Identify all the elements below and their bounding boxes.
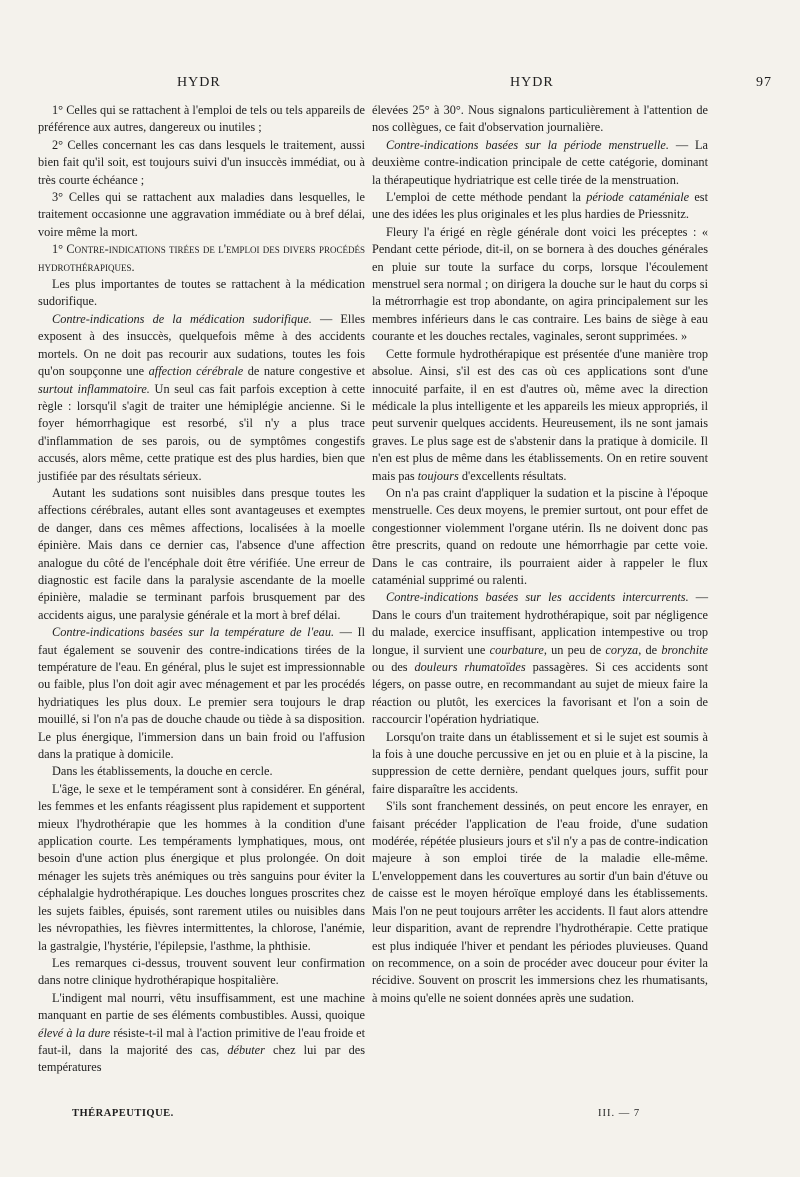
section-heading: 1° Contre-indications tirées de l'emploi des divers procédés hydrothérapiques.	[38, 242, 365, 274]
subsection-title: Contre-indications de la médication sudorifique.	[52, 311, 312, 326]
paragraph: Cette formule hydrothérapique est présentée d'une manière trop absolue. Ainsi, s'il est des cas où ces applications sont d'une innocuité parfaite, il en est d'autres où, même avec la direction médicale la plus intelligente et les appareils les mieux appropriés, il peut survenir quelques accidents. Heureusement, ils ne sont jamais graves. Le plus sage est de s'abstenir dans la pratique à domicile. Il n'en est plus de même dans les établissements. On en retire souvent mais pas toujours d'excellents résultats.	[372, 346, 708, 483]
paragraph: L'indigent mal nourri, vêtu insuffisamment, est une machine manquant en partie de ses éléments combustibles. Aussi, quoique élevé à la dure résiste-t-il mal à l'action primitive de l'eau froide et faut-il, dans la majorité des cas, débuter chez lui par des températures	[38, 990, 365, 1075]
paragraph: Contre-indications de la médication sudorifique. — Elles exposent à des insuccès, quelquefois même à des accidents mortels. On ne doit pas recourir aux sudations, toutes les fois qu'on soupçonne une affection cérébrale de nature congestive et surtout inflammatoire. Un seul cas fait parfois exception à cette règle : lorsqu'il s'agit de traiter une hémiplégie ancienne. Si le foyer hémorrhagique est resorbé, s'il n'y a plus trace d'inflammation de ses parois, ou de symptômes congestifs accusés, alors même, cette pratique est des plus hardies, bien que justifiée par des résultats sérieux.	[38, 311, 366, 483]
running-header-left: HYDR	[177, 75, 221, 90]
paragraph: L'âge, le sexe et le tempérament sont à considérer. En général, les femmes et les enfants réagissent plus rapidement et supportent mieux l'hydrothérapie que les hommes à la condition d'une application courte. Les tempéraments lymphatiques, mous, ont besoin d'une action plus énergique et plus prolongée. On doit ménager les sujets très anémiques ou très sanguins pour éviter la céphalalgie hydrothérapique. Les douches longues proscrites chez les sujets faibles, épuisés, sont rarement utiles ou nuisibles dans les névropathies, les fièvres intermittentes, la chlorose, l'anémie, la gastralgie, l'hystérie, l'épilepsie, l'asthme, la phthisie.	[38, 781, 365, 953]
paragraph: 3° Celles qui se rattachent aux maladies dans lesquelles, le traitement occasionne une aggravation immédiate ou à bref délai, voire même la mort.	[38, 190, 365, 239]
paragraph: Autant les sudations sont nuisibles dans presque toutes les affections cérébrales, autant elles sont avantageuses et exemptes de danger, dans ces mêmes affections, localisées à la moelle épinière. Mais dans ce dernier cas, l'absence d'une affection analogue du côté de l'encéphale doit être vérifiée. Une erreur de diagnostic est facile dans la paralysie ascendante de la moelle épinière, maladie se terminant parfois brusquement par des accidents aigus, une paralysie générale et la mort à bref délai.	[38, 485, 365, 622]
right-column	[372, 102, 708, 1007]
paragraph: Contre-indications basées sur la période menstruelle. — La deuxième contre-indication principale de cette catégorie, dominant la thérapeutique hydriatrique est celle tirée de la menstruation.	[372, 137, 708, 187]
paragraph: Dans les établissements, la douche en cercle.	[52, 764, 273, 779]
footer-signature: III. — 7	[598, 1108, 641, 1119]
paragraph: Les plus importantes de toutes se rattachent à la médication sudorifique.	[38, 277, 365, 309]
paragraph: L'emploi de cette méthode pendant la période cataméniale est une des idées les plus originales et les plus hardies de Priessnitz.	[372, 190, 708, 222]
left-column	[38, 102, 365, 1077]
paragraph: Fleury l'a érigé en règle générale dont voici les préceptes : « Pendant cette période, dit-il, on se bornera à des douches générales en pluie sur toute la surface du corps, lorsque l'écoulement menstruel sera normal ; on dirigera la douche sur le haut du corps si la métrorrhagie est trop abondante, on agira principalement sur les membres inférieurs dans le cas contraire. Les bains de siège à eau courante et les douches rectales, vaginales, seront supprimées. »	[372, 224, 708, 344]
subsection-title: Contre-indications basées sur la période menstruelle.	[386, 137, 669, 152]
subsection-title: Contre-indications basées sur les accidents intercurrents.	[386, 590, 689, 605]
paragraph: 1° Celles qui se rattachent à l'emploi de tels ou tels appareils de préférence aux autres, dangereux ou inutiles ;	[38, 103, 365, 135]
running-header-right: HYDR	[510, 75, 554, 90]
paragraph: Lorsqu'on traite dans un établissement et si le sujet est soumis à la fois à une douche percussive en jet ou en pluie et à la piscine, la suppression de cette dernière, pendant quelques jours, suffit pour faire disparaître les accidents.	[372, 729, 708, 796]
footer-left: THÉRAPEUTIQUE.	[72, 1108, 174, 1119]
paragraph: Contre-indications basées sur la température de l'eau. — Il faut également se souvenir des contre-indications tirées de la température de l'eau. En général, plus le sujet est impressionnable ou faible, plus l'on doit agir avec ménagement et par les procédés hydriatiques les plus doux. Le premier sera toujours le drap mouillé, si l'on n'a pas de douche chaude ou tiède à sa disposition. Le plus énergique, l'immersion dans un bain froid ou l'affusion dans la pratique à domicile.	[38, 625, 365, 762]
paragraph: élevées 25° à 30°. Nous signalons particulièrement à l'attention de nos collègues, ce fait d'observation journalière.	[372, 103, 708, 135]
paragraph: Contre-indications basées sur les accidents intercurrents. — Dans le cours d'un traitement hydrothérapique, soit par négligence du malade, exercice insuffisant, application intempestive ou trop longue, il survient une courbature, un peu de coryza, de bronchite ou des douleurs rhumatoïdes passagères. Si ces accidents sont légers, on passe outre, en recommandant au sujet de mieux faire la réaction ou plutôt, les exercices la favorisant et l'on a soin de raccourcir l'opération hydriatique.	[372, 590, 708, 727]
page-number: 97	[756, 75, 772, 90]
paragraph: S'ils sont franchement dessinés, on peut encore les enrayer, en faisant précéder l'application de l'eau froide, d'une sudation modérée, répétée plusieurs jours et s'il n'y a pas de contre-indication majeure à son emploi tirée de la maladie elle-même. L'enveloppement dans les couvertures au sortir d'un bain d'étuve ou de caisse est le moyen héroïque employé dans les établissements. Mais l'on ne peut toujours arrêter les accidents. Il faut alors attendre leur disparition, avant de reprendre l'hydrothérapie. Cette pratique est plus indiquée l'hiver et pendant les périodes pluvieuses. Quand on recommence, on a soin de procéder avec douceur pour éviter la récidive. Souvent on proscrit les immersions chez les rhumatisants, à moins qu'elle ne soient données après une sudation.	[372, 799, 708, 1005]
subsection-title: Contre-indications basées sur la température de l'eau.	[52, 625, 335, 640]
paragraph: Les remarques ci-dessus, trouvent souvent leur confirmation dans notre clinique hydrothérapique hospitalière.	[38, 955, 365, 988]
paragraph: 2° Celles concernant les cas dans lesquels le traitement, aussi bien fait qu'il soit, est toujours suivi d'un insuccès immédiat, ou à très courte échéance ;	[38, 137, 365, 187]
paragraph: On n'a pas craint d'appliquer la sudation et la piscine à l'époque menstruelle. Ces deux moyens, le premier surtout, ont pour effet de congestionner violemment l'organe utérin. Ils ne doivent donc pas être prescrits, quand on redoute une hémorrhagie par cette voie. Dans le cas contraire, ils pourraient aider à rappeler le flux cataménial supprimé ou ralenti.	[372, 485, 708, 587]
